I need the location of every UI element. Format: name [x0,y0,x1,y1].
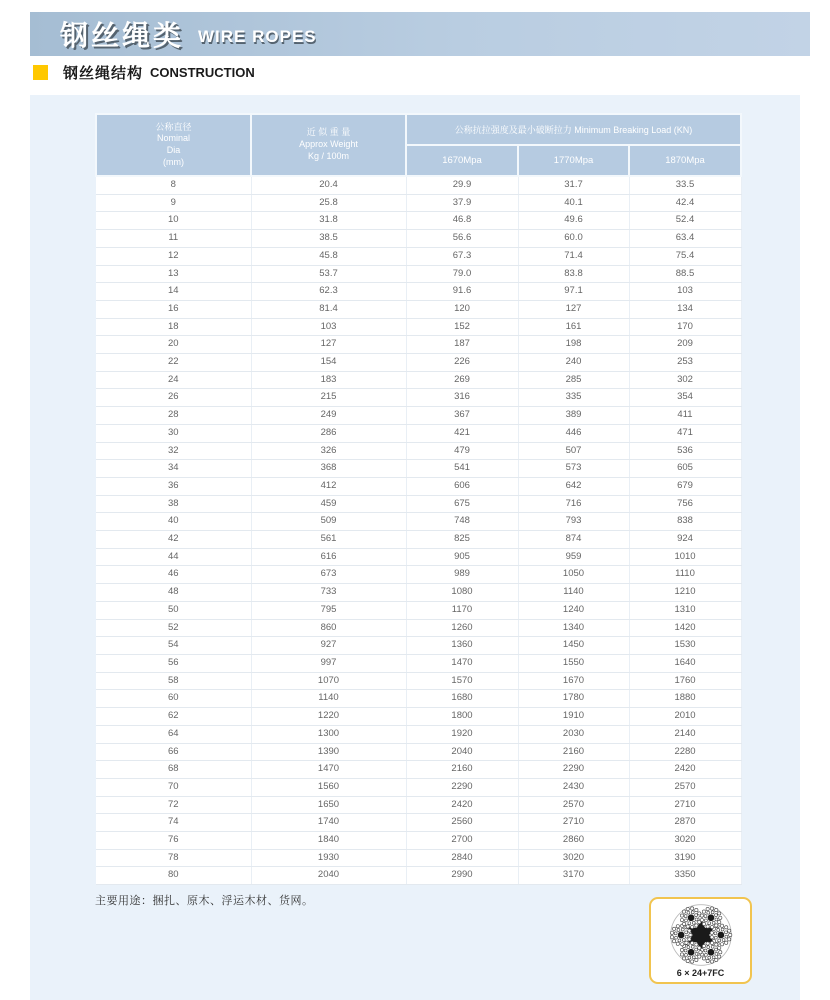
cell-mbl-1670: 2160 [406,761,518,779]
cell-mbl-1770: 389 [518,407,629,425]
cell-mbl-1870: 354 [629,389,741,407]
cell-mbl-1670: 120 [406,300,518,318]
cell-mbl-1870: 679 [629,477,741,495]
cell-mbl-1870: 75.4 [629,247,741,265]
cell-mbl-1770: 40.1 [518,194,629,212]
cell-mbl-1670: 2290 [406,778,518,796]
cell-mbl-1770: 285 [518,371,629,389]
cell-mbl-1770: 127 [518,300,629,318]
cell-mbl-1770: 161 [518,318,629,336]
cell-mbl-1870: 471 [629,424,741,442]
cell-dia: 38 [96,495,251,513]
cell-mbl-1770: 959 [518,548,629,566]
section-heading [33,63,255,81]
cell-mbl-1670: 79.0 [406,265,518,283]
cell-dia: 58 [96,672,251,690]
cell-weight: 1740 [251,814,406,832]
cell-dia: 64 [96,725,251,743]
cell-mbl-1870: 1640 [629,654,741,672]
cell-mbl-1870: 2010 [629,708,741,726]
cell-mbl-1870: 1880 [629,690,741,708]
cell-mbl-1870: 3350 [629,867,741,885]
cell-mbl-1870: 88.5 [629,265,741,283]
header-grade-1770: 1770Mpa [518,145,629,176]
cell-dia: 13 [96,265,251,283]
table-row [96,283,741,301]
table-header [96,114,741,176]
cell-mbl-1670: 2560 [406,814,518,832]
cell-mbl-1770: 507 [518,442,629,460]
cell-weight: 81.4 [251,300,406,318]
cell-mbl-1670: 226 [406,354,518,372]
cell-weight: 1470 [251,761,406,779]
table-row [96,761,741,779]
cell-mbl-1770: 60.0 [518,230,629,248]
cell-dia: 50 [96,601,251,619]
cell-mbl-1870: 536 [629,442,741,460]
cell-mbl-1770: 1340 [518,619,629,637]
cell-dia: 70 [96,778,251,796]
cell-weight: 795 [251,601,406,619]
table-row [96,371,741,389]
table-row [96,708,741,726]
cell-mbl-1770: 198 [518,336,629,354]
table-row [96,300,741,318]
header-weight-line1: 近 似 重 量 [306,127,351,138]
cell-weight: 127 [251,336,406,354]
cell-weight: 326 [251,442,406,460]
table-row [96,601,741,619]
cell-mbl-1670: 825 [406,531,518,549]
table-row [96,477,741,495]
cell-mbl-1770: 49.6 [518,212,629,230]
table-row [96,690,741,708]
cell-mbl-1870: 1420 [629,619,741,637]
cell-mbl-1770: 2430 [518,778,629,796]
cell-mbl-1770: 2710 [518,814,629,832]
table-row [96,442,741,460]
cell-weight: 62.3 [251,283,406,301]
cell-mbl-1670: 2040 [406,743,518,761]
cell-mbl-1670: 1470 [406,654,518,672]
cell-mbl-1870: 134 [629,300,741,318]
cell-mbl-1870: 756 [629,495,741,513]
cell-weight: 53.7 [251,265,406,283]
table-row [96,230,741,248]
cell-mbl-1670: 1360 [406,637,518,655]
cell-mbl-1670: 2990 [406,867,518,885]
cell-mbl-1770: 1550 [518,654,629,672]
cell-mbl-1670: 748 [406,513,518,531]
cell-weight: 286 [251,424,406,442]
cell-dia: 32 [96,442,251,460]
cell-mbl-1870: 302 [629,371,741,389]
cell-weight: 412 [251,477,406,495]
cell-mbl-1770: 1780 [518,690,629,708]
cell-dia: 46 [96,566,251,584]
cell-mbl-1870: 2570 [629,778,741,796]
cell-mbl-1870: 838 [629,513,741,531]
cell-mbl-1770: 71.4 [518,247,629,265]
cell-mbl-1870: 1760 [629,672,741,690]
cell-dia: 18 [96,318,251,336]
wire-rope-table-wrap [95,113,740,885]
cell-dia: 28 [96,407,251,425]
cell-weight: 927 [251,637,406,655]
cell-dia: 22 [96,354,251,372]
cell-mbl-1870: 42.4 [629,194,741,212]
header-weight-line2: Approx Weight [299,139,358,150]
cell-mbl-1670: 479 [406,442,518,460]
table-row [96,814,741,832]
header-weight-line3: Kg / 100m [307,150,350,161]
cell-mbl-1870: 1110 [629,566,741,584]
cell-weight: 1930 [251,849,406,867]
cell-mbl-1670: 421 [406,424,518,442]
table-row [96,389,741,407]
cell-mbl-1770: 2160 [518,743,629,761]
table-row [96,584,741,602]
table-row [96,407,741,425]
cell-weight: 45.8 [251,247,406,265]
cell-mbl-1770: 2030 [518,725,629,743]
header-breaking-load-group: 公称抗拉强度及最小破断拉力 Minimum Breaking Load (KN) [406,114,741,145]
cell-mbl-1770: 31.7 [518,176,629,194]
wire-rope-table [95,113,742,885]
cell-weight: 673 [251,566,406,584]
cell-dia: 44 [96,548,251,566]
cell-weight: 20.4 [251,176,406,194]
cell-dia: 20 [96,336,251,354]
cell-mbl-1770: 2860 [518,832,629,850]
cell-weight: 997 [251,654,406,672]
cell-mbl-1670: 37.9 [406,194,518,212]
cell-mbl-1870: 1010 [629,548,741,566]
cell-dia: 34 [96,460,251,478]
cell-mbl-1770: 1050 [518,566,629,584]
table-row [96,654,741,672]
cell-mbl-1670: 29.9 [406,176,518,194]
cell-weight: 561 [251,531,406,549]
table-row [96,725,741,743]
cell-mbl-1770: 97.1 [518,283,629,301]
table-row [96,265,741,283]
cell-mbl-1770: 874 [518,531,629,549]
cell-mbl-1770: 1240 [518,601,629,619]
cell-mbl-1770: 2290 [518,761,629,779]
cell-mbl-1870: 1530 [629,637,741,655]
cell-dia: 54 [96,637,251,655]
table-body [96,176,741,885]
cell-mbl-1670: 606 [406,477,518,495]
cell-mbl-1870: 2280 [629,743,741,761]
cell-mbl-1870: 63.4 [629,230,741,248]
header-dia-line1: 公称直径 [155,121,192,132]
cell-dia: 26 [96,389,251,407]
table-row [96,176,741,194]
cell-weight: 38.5 [251,230,406,248]
table-row [96,531,741,549]
cell-mbl-1670: 152 [406,318,518,336]
cell-mbl-1670: 541 [406,460,518,478]
cell-mbl-1870: 253 [629,354,741,372]
cell-mbl-1870: 2420 [629,761,741,779]
cell-weight: 1390 [251,743,406,761]
cell-dia: 52 [96,619,251,637]
cell-weight: 215 [251,389,406,407]
cell-mbl-1670: 1800 [406,708,518,726]
cell-mbl-1770: 1910 [518,708,629,726]
cell-weight: 2040 [251,867,406,885]
cell-dia: 80 [96,867,251,885]
cell-weight: 459 [251,495,406,513]
cell-weight: 1300 [251,725,406,743]
cell-dia: 14 [96,283,251,301]
section-bullet-icon [33,65,48,80]
cell-mbl-1870: 2140 [629,725,741,743]
main-uses-note: 主要用途：捆扎、原木、浮运木材、货网。 [95,895,314,907]
cell-mbl-1770: 1140 [518,584,629,602]
cell-mbl-1770: 3020 [518,849,629,867]
rope-cross-section-icon [669,903,733,967]
table-row [96,832,741,850]
header-dia-line3: Dia [166,145,181,155]
table-row [96,247,741,265]
cell-weight: 154 [251,354,406,372]
cell-mbl-1670: 2840 [406,849,518,867]
cell-mbl-1670: 989 [406,566,518,584]
cell-weight: 183 [251,371,406,389]
cell-mbl-1870: 3190 [629,849,741,867]
cell-dia: 30 [96,424,251,442]
cell-mbl-1870: 605 [629,460,741,478]
cell-mbl-1870: 209 [629,336,741,354]
cell-mbl-1670: 67.3 [406,247,518,265]
header-grade-1870: 1870Mpa [629,145,741,176]
header-dia-line4: (mm) [163,156,184,167]
cell-mbl-1670: 269 [406,371,518,389]
cell-weight: 1650 [251,796,406,814]
cell-weight: 249 [251,407,406,425]
table-row [96,495,741,513]
cell-dia: 48 [96,584,251,602]
cell-dia: 40 [96,513,251,531]
cell-mbl-1870: 924 [629,531,741,549]
table-row [96,637,741,655]
table-row [96,867,741,885]
table-row [96,212,741,230]
cell-mbl-1670: 2700 [406,832,518,850]
cell-weight: 103 [251,318,406,336]
cell-weight: 509 [251,513,406,531]
cell-mbl-1670: 2420 [406,796,518,814]
cell-dia: 62 [96,708,251,726]
cell-mbl-1670: 905 [406,548,518,566]
cell-dia: 36 [96,477,251,495]
cell-mbl-1770: 1450 [518,637,629,655]
cell-weight: 616 [251,548,406,566]
cell-mbl-1670: 1170 [406,601,518,619]
cell-dia: 74 [96,814,251,832]
header-approx-weight [251,114,406,176]
cell-weight: 31.8 [251,212,406,230]
cell-mbl-1670: 1680 [406,690,518,708]
header-grade-1670: 1670Mpa [406,145,518,176]
cell-mbl-1670: 1260 [406,619,518,637]
page-title-en: WIRE ROPES [198,27,317,46]
cell-mbl-1670: 367 [406,407,518,425]
cell-mbl-1870: 33.5 [629,176,741,194]
cell-mbl-1670: 187 [406,336,518,354]
cell-weight: 1220 [251,708,406,726]
cell-weight: 1140 [251,690,406,708]
cell-weight: 1560 [251,778,406,796]
cell-mbl-1870: 2710 [629,796,741,814]
cell-mbl-1770: 83.8 [518,265,629,283]
table-row [96,424,741,442]
header-dia-line2: Nominal [156,133,190,144]
cell-mbl-1870: 411 [629,407,741,425]
cell-dia: 60 [96,690,251,708]
cell-weight: 1840 [251,832,406,850]
table-row [96,318,741,336]
cell-mbl-1670: 1920 [406,725,518,743]
cell-mbl-1670: 316 [406,389,518,407]
cell-dia: 24 [96,371,251,389]
cell-mbl-1670: 675 [406,495,518,513]
cell-mbl-1770: 716 [518,495,629,513]
cell-dia: 16 [96,300,251,318]
cell-weight: 25.8 [251,194,406,212]
cell-mbl-1670: 46.8 [406,212,518,230]
cell-mbl-1670: 56.6 [406,230,518,248]
cell-mbl-1770: 2570 [518,796,629,814]
cell-mbl-1870: 2870 [629,814,741,832]
cell-mbl-1770: 642 [518,477,629,495]
cell-dia: 12 [96,247,251,265]
table-row [96,849,741,867]
table-row [96,194,741,212]
cell-mbl-1870: 1210 [629,584,741,602]
table-row [96,548,741,566]
cell-mbl-1870: 52.4 [629,212,741,230]
cell-mbl-1770: 573 [518,460,629,478]
cell-weight: 860 [251,619,406,637]
cell-mbl-1770: 793 [518,513,629,531]
cell-dia: 10 [96,212,251,230]
table-row [96,672,741,690]
cell-dia: 8 [96,176,251,194]
cell-dia: 56 [96,654,251,672]
table-row [96,796,741,814]
construction-spec-card [649,897,752,984]
header-nominal-dia [96,114,251,176]
page-title-bar [30,12,810,56]
cell-mbl-1670: 91.6 [406,283,518,301]
section-title-cn: 钢丝绳结构 [63,64,144,82]
table-row [96,460,741,478]
construction-spec-label: 6 × 24+7FC [676,968,725,978]
cell-weight: 733 [251,584,406,602]
cell-dia: 72 [96,796,251,814]
cell-dia: 76 [96,832,251,850]
cell-mbl-1870: 1310 [629,601,741,619]
cell-mbl-1770: 240 [518,354,629,372]
cell-dia: 42 [96,531,251,549]
cell-mbl-1770: 446 [518,424,629,442]
cell-mbl-1670: 1080 [406,584,518,602]
cell-mbl-1770: 3170 [518,867,629,885]
cell-mbl-1870: 170 [629,318,741,336]
page-title-cn: 钢丝绳类 [60,20,185,51]
table-row [96,513,741,531]
cell-weight: 1070 [251,672,406,690]
cell-dia: 9 [96,194,251,212]
cell-dia: 66 [96,743,251,761]
cell-dia: 11 [96,230,251,248]
cell-mbl-1870: 3020 [629,832,741,850]
cell-dia: 78 [96,849,251,867]
table-row [96,336,741,354]
cell-weight: 368 [251,460,406,478]
table-row [96,619,741,637]
section-title-en: CONSTRUCTION [150,64,255,80]
cell-mbl-1770: 1670 [518,672,629,690]
table-row [96,566,741,584]
cell-mbl-1770: 335 [518,389,629,407]
table-row [96,778,741,796]
table-row [96,354,741,372]
table-row [96,743,741,761]
cell-dia: 68 [96,761,251,779]
cell-mbl-1870: 103 [629,283,741,301]
cell-mbl-1670: 1570 [406,672,518,690]
